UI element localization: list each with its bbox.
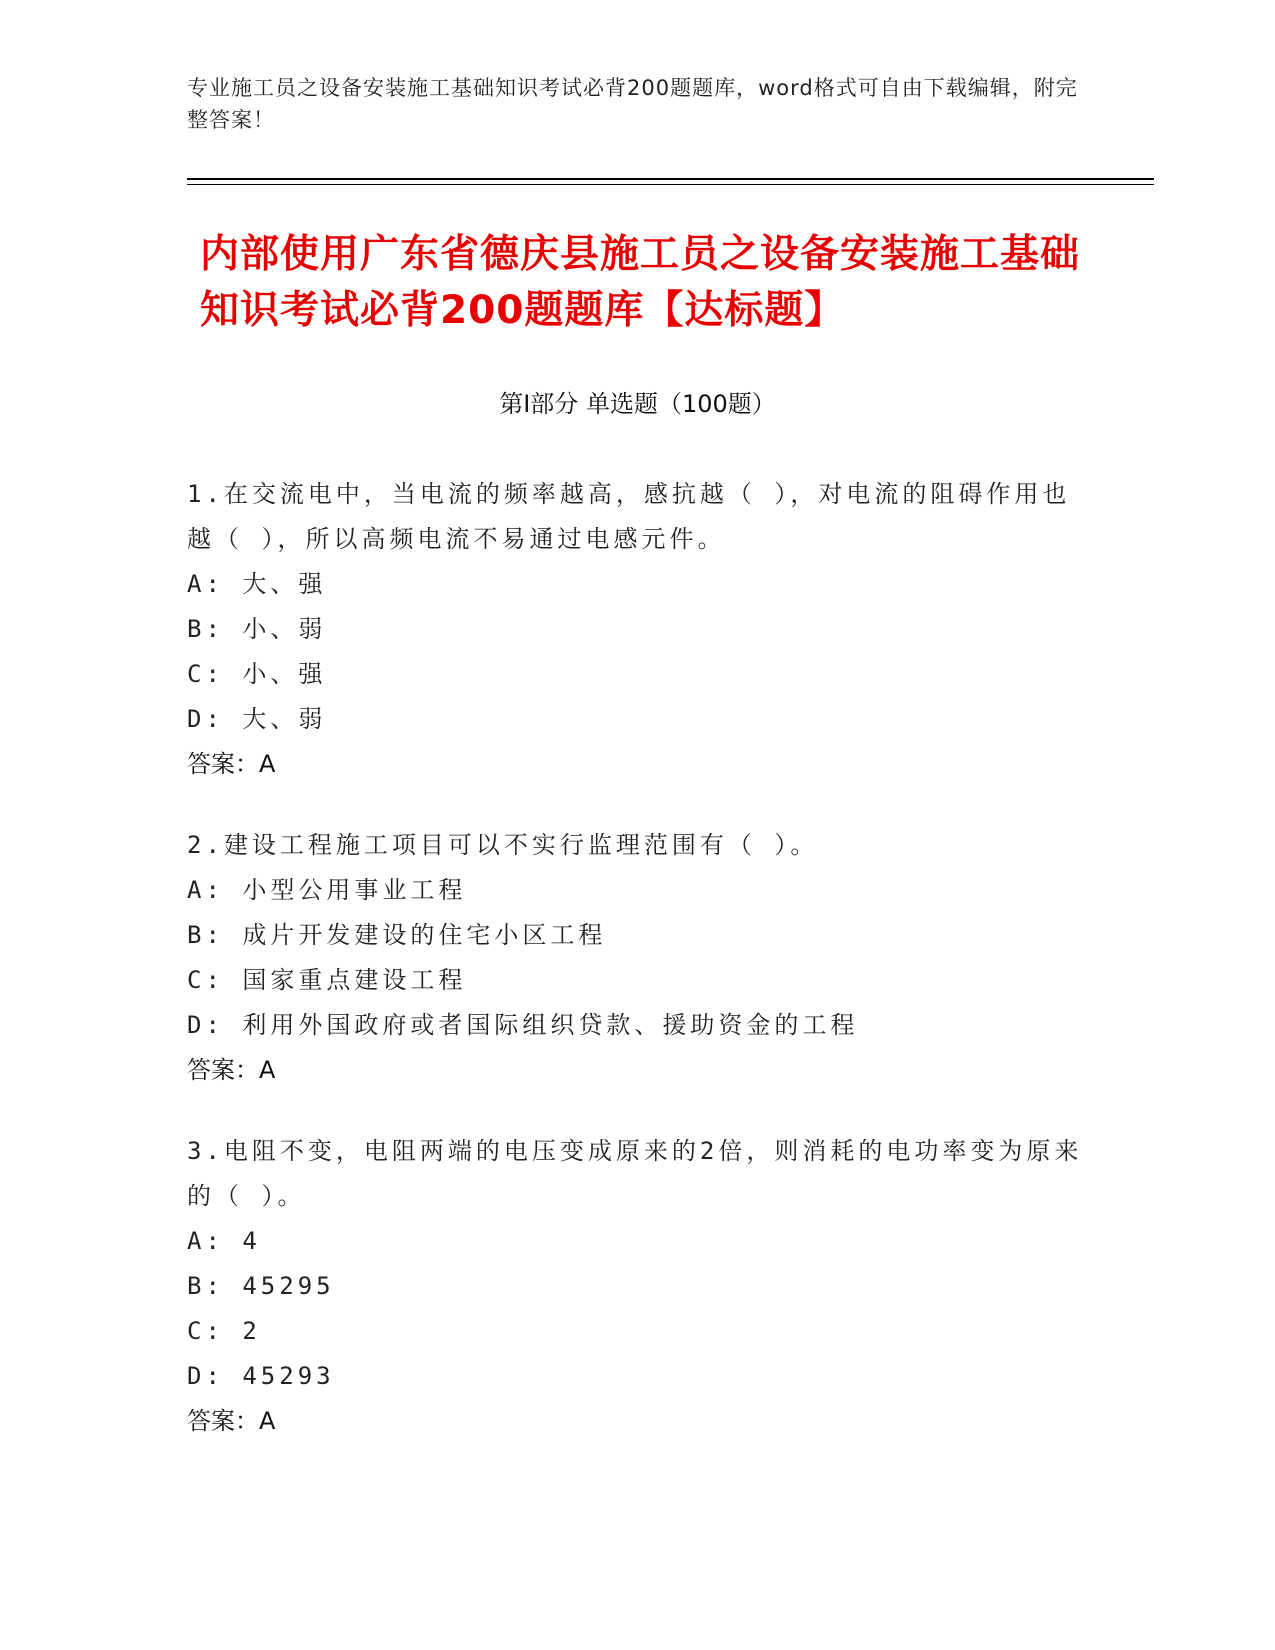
option-c: C: 小、强 <box>187 660 327 688</box>
header-divider-thin <box>187 184 1154 185</box>
answer-value: A <box>259 750 276 778</box>
answer-value: A <box>259 1056 276 1084</box>
answer-label: 答案： <box>187 1407 259 1435</box>
header-divider-thick <box>187 178 1154 180</box>
question-stem: 1.在交流电中，当电流的频率越高，感抗越（ ），对电流的阻碍作用也越（ ），所以高频电流不易通过电感元件。 <box>187 480 1071 553</box>
option-c: C: 2 <box>187 1317 261 1345</box>
option-b: B: 45295 <box>187 1272 335 1300</box>
answer-line <box>187 742 1087 787</box>
page-header: 专业施工员之设备安装施工基础知识考试必背200题题库，word格式可自由下载编辑，附完整答案！ <box>187 76 1078 132</box>
answer-value: A <box>259 1407 276 1435</box>
question-2 <box>187 823 1087 1093</box>
answer-label: 答案： <box>187 750 259 778</box>
question-stem: 3.电阻不变，电阻两端的电压变成原来的2倍，则消耗的电功率变为原来的（ ）。 <box>187 1137 1083 1210</box>
option-d: D: 大、弱 <box>187 705 327 733</box>
question-stem: 2.建设工程施工项目可以不实行监理范围有（ ）。 <box>187 831 819 859</box>
answer-line <box>187 1399 1087 1444</box>
option-b: B: 小、弱 <box>187 615 327 643</box>
option-c: C: 国家重点建设工程 <box>187 966 467 994</box>
question-list <box>187 472 1087 1480</box>
option-a: A: 4 <box>187 1227 261 1255</box>
question-3 <box>187 1129 1087 1444</box>
option-b: B: 成片开发建设的住宅小区工程 <box>187 921 607 949</box>
option-a: A: 大、强 <box>187 570 327 598</box>
option-d: D: 45293 <box>187 1362 335 1390</box>
document-title: 内部使用广东省德庆县施工员之设备安装施工基础知识考试必背200题题库【达标题】 <box>200 232 1081 333</box>
option-a: A: 小型公用事业工程 <box>187 876 467 904</box>
answer-line <box>187 1048 1087 1093</box>
question-1 <box>187 472 1087 787</box>
section-heading: 第Ⅰ部分 单选题（100题） <box>499 390 776 418</box>
answer-label: 答案： <box>187 1056 259 1084</box>
option-d: D: 利用外国政府或者国际组织贷款、援助资金的工程 <box>187 1011 859 1039</box>
